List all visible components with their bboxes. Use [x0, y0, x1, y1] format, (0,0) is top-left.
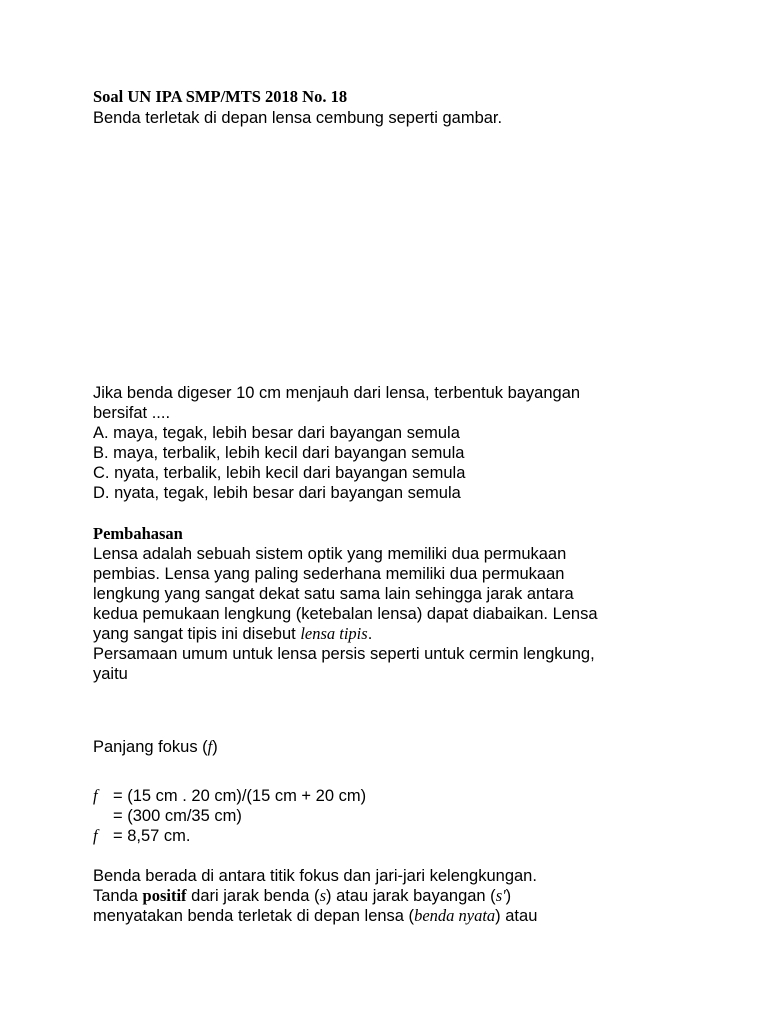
- option-c: C. nyata, terbalik, lebih kecil dari bayangan semula: [93, 464, 466, 482]
- discussion-line: lengkung yang sangat dekat satu sama lain sehingga jarak antara: [93, 585, 574, 603]
- closing-line: Benda berada di antara titik fokus dan jari-jari kelengkungan.: [93, 867, 537, 885]
- document-title: Soal UN IPA SMP/MTS 2018 No. 18: [93, 87, 348, 106]
- discussion-line: Lensa adalah sebuah sistem optik yang memiliki dua permukaan: [93, 545, 567, 563]
- option-b: B. maya, terbalik, lebih kecil dari bayangan semula: [93, 444, 465, 462]
- discussion-line: Persamaan umum untuk lensa persis seperti untuk cermin lengkung,: [93, 645, 595, 663]
- text-fragment: menyatakan benda terletak di depan lensa (: [93, 907, 415, 925]
- answer-options: [93, 423, 693, 503]
- closing-text: [93, 866, 693, 926]
- discussion-body: [93, 544, 693, 684]
- closing-line: [93, 906, 693, 926]
- variable-f: f: [93, 786, 98, 805]
- discussion-line: kedua pemukaan lengkung (ketebalan lensa) dapat diabaikan. Lensa: [93, 605, 598, 623]
- discussion-heading: Pembahasan: [93, 524, 183, 543]
- text-fragment: ) atau jarak bayangan (: [325, 887, 496, 905]
- closing-line: [93, 886, 693, 906]
- discussion-line: pembias. Lensa yang paling sederhana memiliki dua permukaan: [93, 565, 565, 583]
- term-positif: positif: [142, 886, 187, 905]
- equation-line-1: [93, 786, 366, 806]
- text-fragment: ) atau: [495, 907, 538, 925]
- equation-line-3: [93, 826, 191, 846]
- text-fragment: Tanda: [93, 887, 143, 905]
- term-benda-nyata: benda nyata: [414, 906, 496, 925]
- intro-text: Benda terletak di depan lensa cembung seperti gambar.: [93, 109, 503, 127]
- term-lensa-tipis: lensa tipis: [300, 624, 368, 643]
- text-fragment: Panjang fokus (: [93, 738, 208, 756]
- text-fragment: ): [212, 738, 218, 756]
- question-line: Jika benda digeser 10 cm menjauh dari lensa, terbentuk bayangan: [93, 384, 581, 402]
- option-d: D. nyata, tegak, lebih besar dari bayangan semula: [93, 484, 461, 502]
- variable-f: f: [207, 737, 213, 756]
- text-fragment: .: [367, 625, 373, 643]
- text-fragment: dari jarak benda (: [186, 887, 320, 905]
- focal-length-heading: [93, 737, 218, 757]
- variable-s-prime: s': [495, 886, 506, 905]
- option-a: A. maya, tegak, lebih besar dari bayangan semula: [93, 424, 460, 442]
- equation-text: = (300 cm/35 cm): [113, 807, 242, 825]
- question-line: bersifat ....: [93, 404, 171, 422]
- question-text: [93, 383, 693, 423]
- text-fragment: yang sangat tipis ini disebut: [93, 625, 301, 643]
- discussion-line: [93, 624, 693, 644]
- variable-s: s: [319, 886, 326, 905]
- text-fragment: ): [505, 887, 512, 905]
- equation-line-2: [93, 806, 242, 826]
- figure-placeholder: [93, 140, 673, 375]
- equation-text: = (15 cm . 20 cm)/(15 cm + 20 cm): [113, 787, 367, 805]
- equation-text: = 8,57 cm.: [113, 827, 191, 845]
- discussion-line: yaitu: [93, 665, 128, 683]
- variable-f: f: [93, 826, 98, 845]
